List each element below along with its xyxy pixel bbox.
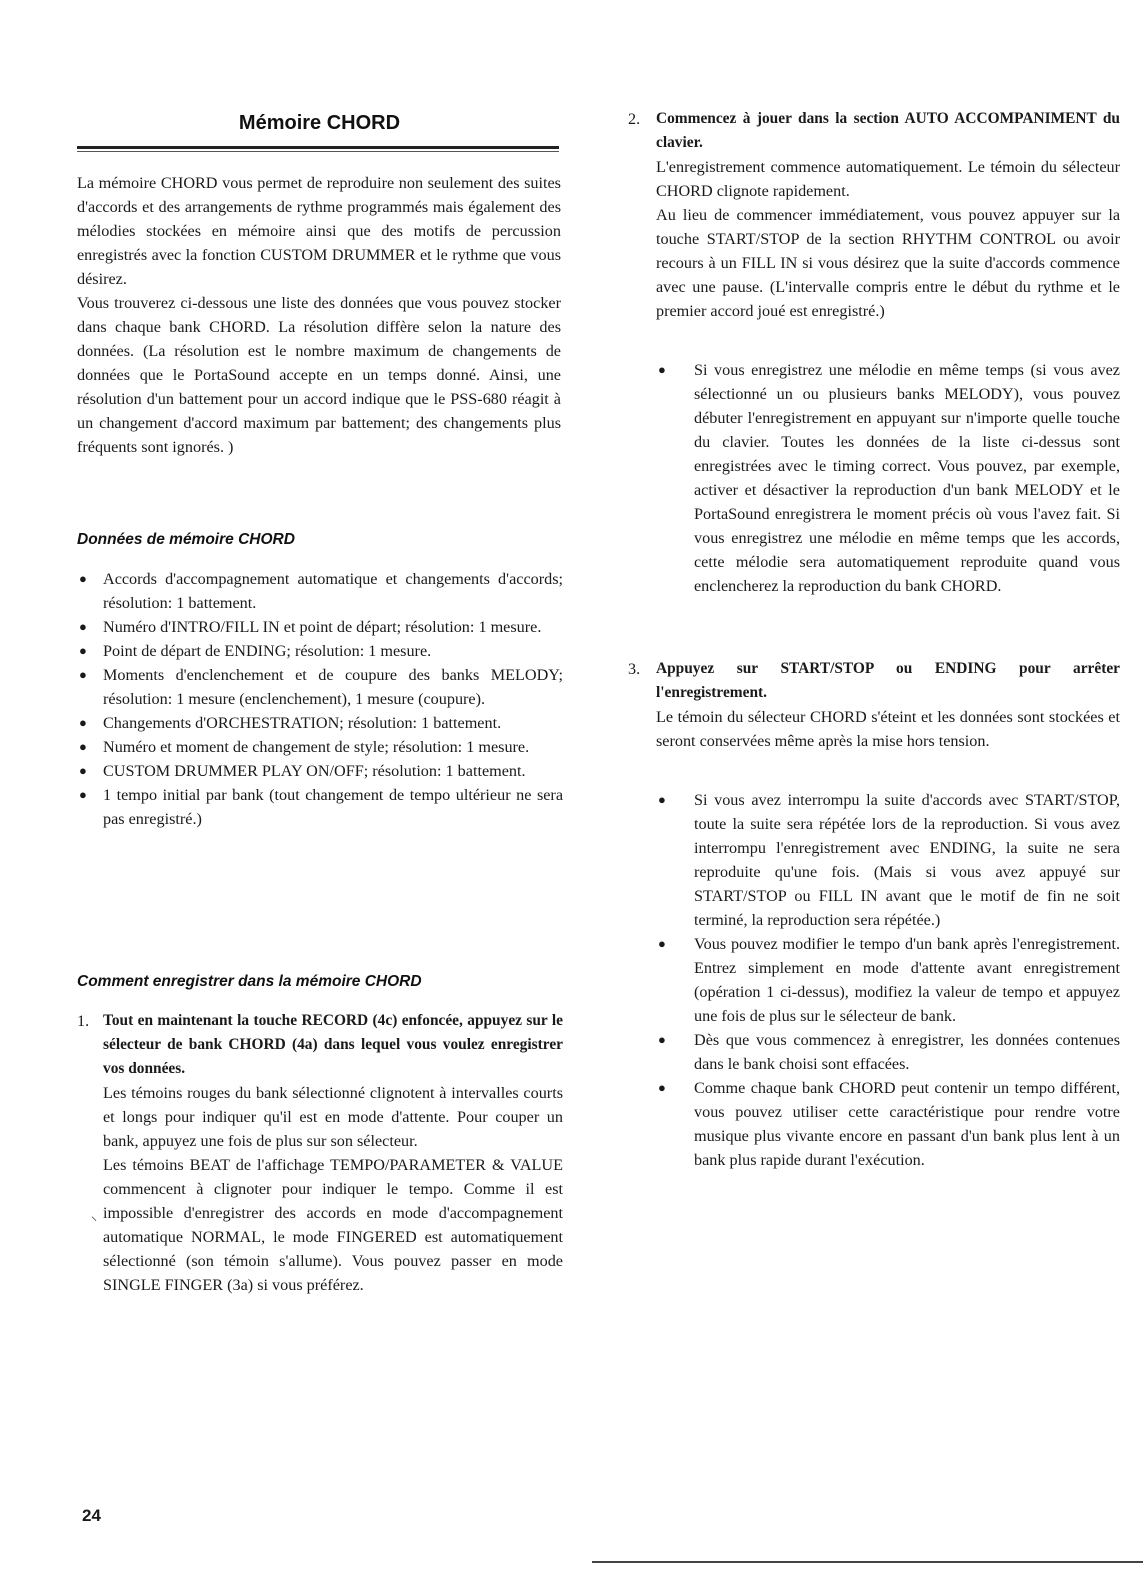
list-item: ● Moments d'enclenchement et de coupure des banks MELODY; résolution: 1 mesure (enclenchement), 1 mesure (coupure).	[77, 663, 563, 711]
bullet-icon: ●	[658, 362, 666, 377]
list-item: ● 1 tempo initial par bank (tout changement de tempo ultérieur ne sera pas enregistré.)	[77, 783, 563, 831]
step-paragraph: Au lieu de commencer immédiatement, vous pouvez appuyer sur la touche START/STOP de la section RHYTHM CONTROL ou avoir recours à un FILL IN si vous désirez que la suite d'accords commence avec une pause. (L'intervalle compris entre le début du rythme et le premier accord joué est enregistré.)	[656, 206, 1120, 320]
step-heading: Tout en maintenant la touche RECORD (4c) enfoncée, appuyez sur le sélecteur de bank CHORD (4a) dans lequel vous voulez enregistrer vos données.	[103, 1012, 563, 1077]
bullet-icon: ●	[658, 792, 666, 807]
section-heading-data: Données de mémoire CHORD	[77, 531, 295, 548]
list-item: ● Point de départ de ENDING; résolution: 1 mesure.	[77, 639, 563, 663]
bullet-icon: ●	[79, 715, 87, 730]
step-1	[77, 1009, 563, 1297]
step-2-notes	[658, 358, 1120, 598]
step-paragraph: Les témoins rouges du bank sélectionné clignotent à intervalles courts et longs pour indiquer qu'il est en mode d'attente. Pour couper un bank, appuyez une fois de plus sur son sélecteur.	[103, 1084, 563, 1150]
step-number: 3.	[628, 660, 641, 678]
margin-mark: ⸜	[91, 1209, 98, 1223]
intro-paragraph-2: Vous trouverez ci-dessous une liste des données que vous pouvez stocker dans chaque bank CHORD. La résolution diffère selon la nature des données. (La résolution est le nombre maximum de changements de données que le PortaSound accepte en un temps donné. Ainsi, une résolution d'un battement pour un accord indique que le PSS-680 réagit à un changement d'accord maximum par battement; des changements plus fréquents sont ignorés. )	[77, 294, 561, 456]
bullet-icon: ●	[79, 643, 87, 658]
bullet-icon: ●	[658, 1032, 666, 1047]
step-3	[628, 657, 1120, 753]
step-3-notes	[658, 788, 1120, 1172]
bullet-icon: ●	[658, 936, 666, 951]
intro-text	[77, 171, 561, 459]
bullet-icon: ●	[658, 1080, 666, 1095]
section-heading-recording: Comment enregistrer dans la mémoire CHORD	[77, 973, 422, 990]
bullet-icon: ●	[79, 763, 87, 778]
list-item: ● Si vous avez interrompu la suite d'accords avec START/STOP, toute la suite sera répétée lors de la reproduction. Si vous avez interrompu l'enregistrement avec ENDING, la suite ne sera reproduite qu'une fois. (Mais si vous avez appuyé sur START/STOP ou FILL IN avant que le motif de fin ne soit terminé, la reproduction sera répétée.)	[658, 788, 1120, 932]
step-heading: Appuyez sur START/STOP ou ENDING pour arrêter l'enregistrement.	[656, 660, 1120, 701]
list-item: ● Numéro d'INTRO/FILL IN et point de départ; résolution: 1 mesure.	[77, 615, 563, 639]
list-item: ● Numéro et moment de changement de style; résolution: 1 mesure.	[77, 735, 563, 759]
list-item: ● Dès que vous commencez à enregistrer, les données contenues dans le bank choisi sont effacées.	[658, 1028, 1120, 1076]
bullet-icon: ●	[79, 619, 87, 634]
bullet-icon: ●	[79, 571, 87, 586]
list-item: ● Comme chaque bank CHORD peut contenir un tempo différent, vous pouvez utiliser cette caractéristique pour rendre votre musique plus vivante encore en passant d'un bank plus lent à un bank plus rapide durant l'exécution.	[658, 1076, 1120, 1172]
intro-paragraph-1: La mémoire CHORD vous permet de reproduire non seulement des suites d'accords et des arrangements de rythme programmés mais également des mélodies stockées en mémoire ainsi que des motifs de percussion enregistrés avec la fonction CUSTOM DRUMMER et le rythme que vous désirez.	[77, 174, 561, 288]
list-item: ● Vous pouvez modifier le tempo d'un bank après l'enregistrement. Entrez simplement en mode d'attente avant enregistrement (opération 1 ci-dessus), modifiez la valeur de tempo et appuyez une fois de plus sur le sélecteur de bank.	[658, 932, 1120, 1028]
page-number: 24	[82, 1506, 101, 1525]
title-rule-thick	[77, 146, 559, 149]
step-paragraph: L'enregistrement commence automatiquement. Le témoin du sélecteur CHORD clignote rapidement.	[656, 158, 1120, 200]
step-heading: Commencez à jouer dans la section AUTO ACCOMPANIMENT du clavier.	[656, 110, 1120, 151]
list-item: ● CUSTOM DRUMMER PLAY ON/OFF; résolution: 1 battement.	[77, 759, 563, 783]
data-list	[77, 567, 563, 831]
list-item: ● Accords d'accompagnement automatique et changements d'accords; résolution: 1 battement.	[77, 567, 563, 615]
title-rule-thin	[77, 151, 559, 152]
bullet-icon: ●	[79, 787, 87, 802]
step-number: 2.	[628, 110, 641, 128]
bullet-icon: ●	[79, 667, 87, 682]
step-paragraph: Le témoin du sélecteur CHORD s'éteint et les données sont stockées et seront conservées même après la mise hors tension.	[656, 708, 1120, 750]
step-number: 1.	[77, 1012, 90, 1030]
step-2	[628, 107, 1120, 323]
page-title: Mémoire CHORD	[238, 112, 401, 134]
bottom-edge-line	[592, 1561, 1143, 1563]
step-paragraph: Les témoins BEAT de l'affichage TEMPO/PARAMETER & VALUE commencent à clignoter pour indiquer le tempo. Comme il est impossible d'enregistrer des accords en mode d'accompagnement automatique NORMAL, le mode FINGERED est automatiquement sélectionné (son témoin s'allume). Vous pouvez passer en mode SINGLE FINGER (3a) si vous préférez.	[103, 1156, 563, 1294]
bullet-icon: ●	[79, 739, 87, 754]
list-item: ● Changements d'ORCHESTRATION; résolution: 1 battement.	[77, 711, 563, 735]
list-item: ● Si vous enregistrez une mélodie en même temps (si vous avez sélectionné un ou plusieurs banks MELODY), vous pouvez débuter l'enregistrement en appuyant sur n'importe quelle touche du clavier. Toutes les données de la liste ci-dessus sont enregistrées avec le timing correct. Vous pouvez, par exemple, activer et désactiver la reproduction d'un bank MELODY et le PortaSound enregistrera le moment précis où vous l'avez fait. Si vous enregistrez une mélodie en même temps que les accords, cette mélodie sera automatiquement reproduite quand vous enclencherez la reproduction du bank CHORD.	[658, 358, 1120, 598]
